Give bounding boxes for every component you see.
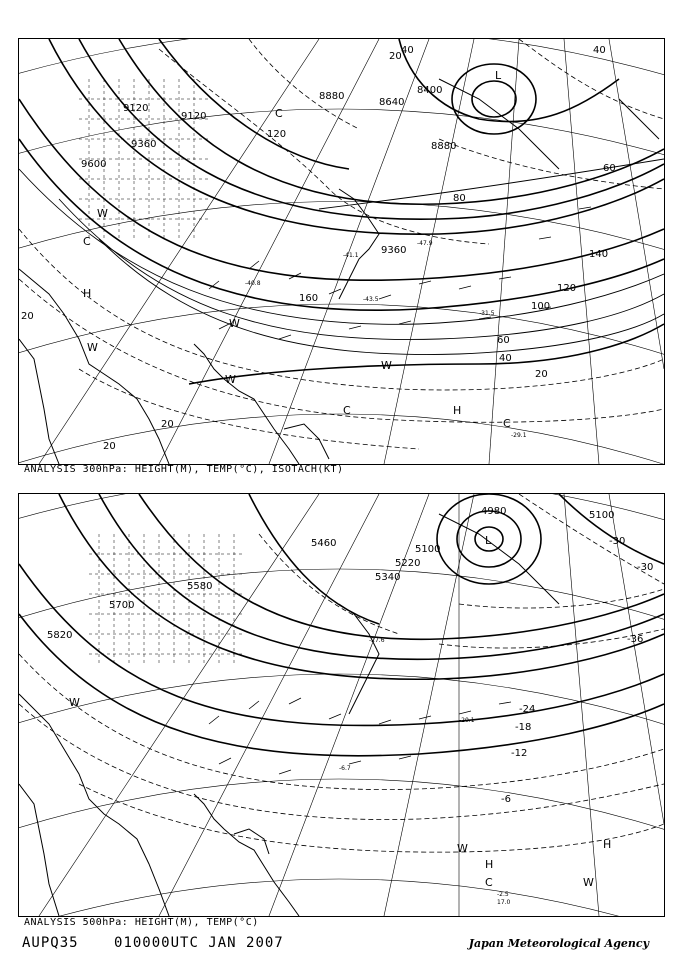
isotach-label: 20 bbox=[161, 419, 174, 430]
warm-center-symbol: W bbox=[583, 876, 594, 889]
cold-center-symbol: C bbox=[343, 404, 351, 417]
warm-center-symbol: W bbox=[87, 341, 98, 354]
high-center-symbol: H bbox=[83, 287, 92, 300]
station-temp: -47.9 bbox=[417, 240, 433, 247]
temperature-label: -30 bbox=[637, 562, 654, 573]
isotach-label: 40 bbox=[401, 45, 414, 56]
analysis-300hpa-map bbox=[18, 38, 665, 465]
map-300hpa-svg bbox=[19, 39, 664, 464]
height-label: 9360 bbox=[381, 245, 407, 256]
height-label: 5460 bbox=[311, 538, 337, 549]
high-center-symbol: H bbox=[453, 404, 462, 417]
station-temp: -29.1 bbox=[511, 432, 527, 439]
isotach-label: 20 bbox=[103, 441, 116, 452]
isotach-label: 80 bbox=[453, 193, 466, 204]
chart-footer bbox=[22, 935, 310, 951]
station-temp: -41.1 bbox=[343, 252, 359, 259]
high-center-symbol: H bbox=[485, 858, 494, 871]
warm-center-symbol: W bbox=[97, 207, 108, 220]
cold-center-symbol: C bbox=[503, 417, 511, 430]
hatched-area bbox=[89, 534, 244, 664]
station-temp: -40.8 bbox=[245, 280, 261, 287]
analysis-500hpa-map bbox=[18, 493, 665, 917]
height-label: 9120 bbox=[123, 103, 149, 114]
height-label: 5820 bbox=[47, 630, 73, 641]
temperature-label: -30 bbox=[609, 536, 626, 547]
isotach-label: 40 bbox=[593, 45, 606, 56]
coastline bbox=[19, 79, 659, 464]
caption-500hpa: ANALYSIS 500hPa: HEIGHT(M), TEMP(°C) bbox=[24, 917, 259, 928]
height-label: 9600 bbox=[81, 159, 107, 170]
warm-center-symbol: W bbox=[69, 696, 80, 709]
isotach-label: 60 bbox=[497, 335, 510, 346]
isotach-label: 60 bbox=[603, 163, 616, 174]
warm-center-symbol: W bbox=[229, 317, 240, 330]
wind-barbs bbox=[209, 698, 511, 774]
valid-time: 010000UTC JAN 2007 bbox=[114, 935, 284, 951]
height-label: 5100 bbox=[415, 544, 441, 555]
warm-center-symbol: W bbox=[381, 359, 392, 372]
temperature-label: -36 bbox=[627, 634, 644, 645]
isotach-label: 20 bbox=[21, 311, 34, 322]
station-temp: -43.5 bbox=[363, 296, 379, 303]
agency-credit: Japan Meteorological Agency bbox=[468, 937, 649, 950]
isotach-label: 20 bbox=[389, 51, 402, 62]
height-label: 4980 bbox=[481, 506, 507, 517]
isotach-label: 120 bbox=[557, 283, 577, 294]
height-label: 5100 bbox=[589, 510, 615, 521]
isotach-label: 20 bbox=[535, 369, 548, 380]
station-temp: -31.5 bbox=[479, 310, 495, 317]
temperature-label: -24 bbox=[519, 704, 536, 715]
cold-center-symbol: C bbox=[275, 107, 283, 120]
low-center-symbol: L bbox=[495, 69, 502, 82]
temperature-labels bbox=[501, 536, 653, 805]
height-label: 8880 bbox=[431, 141, 457, 152]
height-label: 5580 bbox=[187, 581, 213, 592]
isotach-label: 160 bbox=[299, 293, 319, 304]
height-label: 8640 bbox=[379, 97, 405, 108]
height-label: 5340 bbox=[375, 572, 401, 583]
height-label: 8400 bbox=[417, 85, 443, 96]
isotach-label: 120 bbox=[267, 129, 287, 140]
caption-300hpa: ANALYSIS 300hPa: HEIGHT(M), TEMP(°C), ISOTACH(KT) bbox=[24, 464, 344, 475]
station-temp: 17.0 bbox=[497, 899, 511, 906]
station-temp: -6.7 bbox=[339, 765, 351, 772]
height-label: 5700 bbox=[109, 600, 135, 611]
height-labels bbox=[47, 506, 614, 641]
temperature-label: -18 bbox=[515, 722, 532, 733]
height-label: 5220 bbox=[395, 558, 421, 569]
pressure-centers bbox=[83, 69, 511, 430]
temperature-label: -12 bbox=[511, 748, 528, 759]
isotach-contours bbox=[19, 159, 664, 355]
warm-center-symbol: W bbox=[225, 373, 236, 386]
temperature-label: -6 bbox=[501, 794, 511, 805]
isotach-label: 140 bbox=[589, 249, 609, 260]
height-label: 8880 bbox=[319, 91, 345, 102]
station-temp: -20.1 bbox=[459, 717, 475, 724]
cold-center-symbol: C bbox=[485, 876, 493, 889]
station-temp: -2.5 bbox=[497, 891, 509, 898]
low-center-symbol: L bbox=[485, 534, 492, 547]
height-label: 9360 bbox=[131, 139, 157, 150]
warm-center-symbol: W bbox=[457, 842, 468, 855]
coastline bbox=[19, 514, 559, 916]
high-center-symbol: H bbox=[603, 838, 612, 851]
height-label: 9120 bbox=[181, 111, 207, 122]
cold-center-symbol: C bbox=[83, 235, 91, 248]
station-temp: -27.6 bbox=[369, 637, 385, 644]
map-500hpa-svg bbox=[19, 494, 664, 916]
isotach-label: 100 bbox=[531, 301, 551, 312]
chart-id: AUPQ35 bbox=[22, 935, 79, 951]
isotach-label: 40 bbox=[499, 353, 512, 364]
wind-barbs bbox=[209, 207, 591, 339]
temperature-contours bbox=[19, 494, 664, 852]
